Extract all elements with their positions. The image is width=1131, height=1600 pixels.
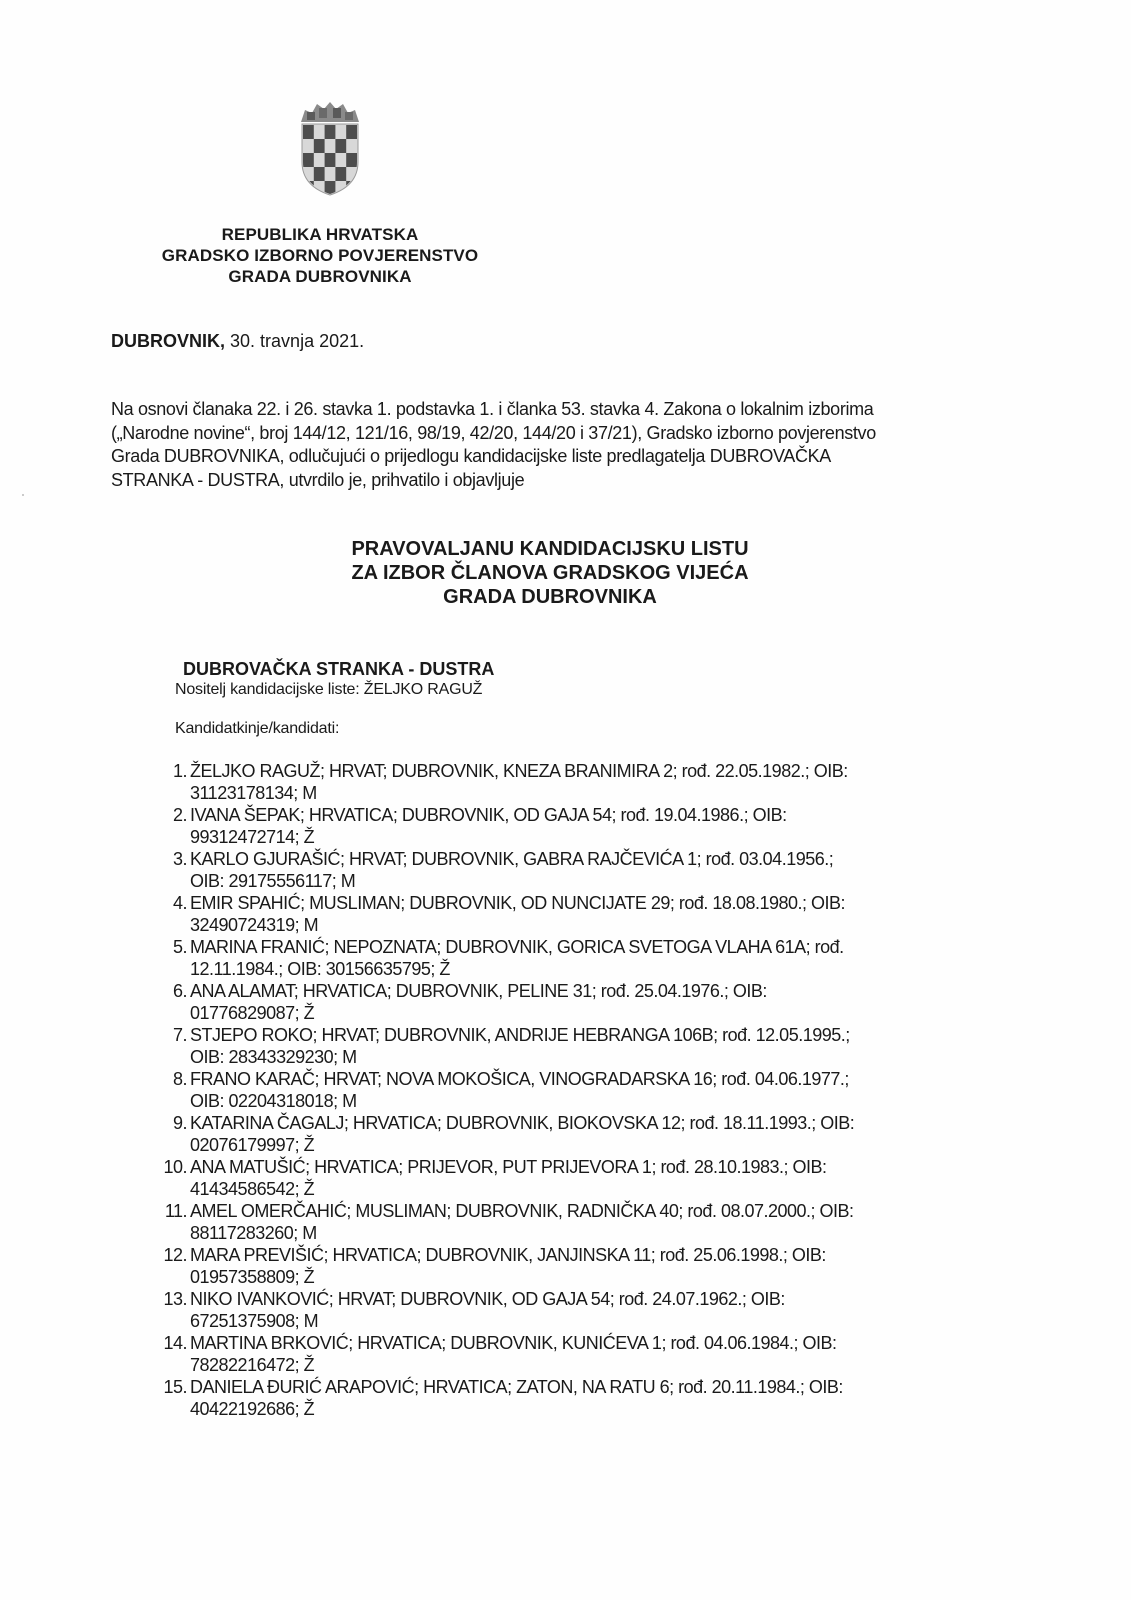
candidate-number: 12.: [163, 1245, 187, 1265]
candidate-line: AMEL OMERČAHIĆ; MUSLIMAN; DUBROVNIK, RADNIČKA 40; rođ. 08.07.2000.; OIB:: [190, 1201, 854, 1221]
dateline: [111, 331, 364, 352]
candidate-number: 1.: [172, 761, 187, 781]
candidate-line: 02076179997; Ž: [190, 1135, 315, 1155]
candidate-item: [160, 1332, 1020, 1376]
intro-paragraph: [111, 398, 1011, 492]
candidate-line: OIB: 29175556117; M: [190, 871, 356, 891]
candidate-item: [160, 804, 1020, 848]
candidate-line: EMIR SPAHIĆ; MUSLIMAN; DUBROVNIK, OD NUNCIJATE 29; rođ. 18.08.1980.; OIB:: [190, 893, 846, 913]
document-title: [300, 537, 800, 609]
candidate-line: MARTINA BRKOVIĆ; HRVATICA; DUBROVNIK, KUNIĆEVA 1; rođ. 04.06.1984.; OIB:: [190, 1333, 837, 1353]
candidate-item: [160, 1376, 1020, 1420]
candidate-number: 7.: [172, 1025, 187, 1045]
issuer-header: [100, 224, 540, 287]
candidate-line: 12.11.1984.; OIB: 30156635795; Ž: [190, 959, 450, 979]
candidate-line: STJEPO ROKO; HRVAT; DUBROVNIK, ANDRIJE HEBRANGA 106B; rođ. 12.05.1995.;: [190, 1025, 850, 1045]
candidate-number: 6.: [172, 981, 187, 1001]
candidate-line: OIB: 28343329230; M: [190, 1047, 357, 1067]
party-name: DUBROVAČKA STRANKA - DUSTRA: [183, 659, 495, 679]
candidate-item: [160, 1244, 1020, 1288]
candidate-item: [160, 1112, 1020, 1156]
header-line: REPUBLIKA HRVATSKA: [221, 225, 419, 244]
scan-speck: [22, 494, 24, 496]
candidate-number: 2.: [172, 805, 187, 825]
candidate-number: 11.: [164, 1201, 187, 1221]
intro-line: Na osnovi članaka 22. i 26. stavka 1. podstavka 1. i članka 53. stavka 4. Zakona o lokalnim izborima: [111, 399, 874, 419]
candidate-item: [160, 1024, 1020, 1068]
candidate-item: [160, 892, 1020, 936]
candidate-line: 78282216472; Ž: [190, 1355, 315, 1375]
candidate-line: IVANA ŠEPAK; HRVATICA; DUBROVNIK, OD GAJA 54; rođ. 19.04.1986.; OIB:: [190, 805, 787, 825]
candidate-line: 40422192686; Ž: [190, 1399, 315, 1419]
candidate-item: [160, 936, 1020, 980]
candidate-number: 15.: [163, 1377, 187, 1397]
candidate-line: 41434586542; Ž: [190, 1179, 315, 1199]
candidate-line: 01776829087; Ž: [190, 1003, 315, 1023]
candidate-line: ŽELJKO RAGUŽ; HRVAT; DUBROVNIK, KNEZA BRANIMIRA 2; rođ. 22.05.1982.; OIB:: [190, 761, 848, 781]
candidate-line: 31123178134; M: [190, 783, 317, 803]
title-line: PRAVOVALJANU KANDIDACIJSKU LISTU: [351, 538, 749, 560]
candidate-number: 14.: [163, 1333, 187, 1353]
dateline-date: 30. travnja 2021.: [230, 331, 365, 351]
intro-line: Grada DUBROVNIKA, odlučujući o prijedlogu kandidacijske liste predlagatelja DUBROVAČKA: [111, 446, 831, 466]
candidate-line: 32490724319; M: [190, 915, 319, 935]
candidate-line: MARINA FRANIĆ; NEPOZNATA; DUBROVNIK, GORICA SVETOGA VLAHA 61A; rođ.: [190, 937, 844, 957]
candidate-number: 3.: [172, 849, 187, 869]
candidate-line: FRANO KARAČ; HRVAT; NOVA MOKOŠICA, VINOGRADARSKA 16; rođ. 04.06.1977.;: [190, 1069, 849, 1089]
candidates-label: Kandidatkinje/kandidati:: [175, 720, 340, 737]
candidate-line: NIKO IVANKOVIĆ; HRVAT; DUBROVNIK, OD GAJA 54; rođ. 24.07.1962.; OIB:: [190, 1289, 785, 1309]
candidate-line: ANA ALAMAT; HRVATICA; DUBROVNIK, PELINE 31; rođ. 25.04.1976.; OIB:: [190, 981, 767, 1001]
candidate-line: OIB: 02204318018; M: [190, 1091, 357, 1111]
candidate-number: 8.: [172, 1069, 187, 1089]
candidate-line: 67251375908; M: [190, 1311, 319, 1331]
candidate-number: 10.: [163, 1157, 187, 1177]
candidate-item: [160, 760, 1020, 804]
candidate-list: [160, 760, 1020, 1420]
candidate-line: KATARINA ČAGALJ; HRVATICA; DUBROVNIK, BIOKOVSKA 12; rođ. 18.11.1993.; OIB:: [190, 1113, 855, 1133]
title-line: GRADA DUBROVNIKA: [443, 586, 657, 608]
intro-line: („Narodne novine“, broj 144/12, 121/16, 98/19, 42/20, 144/20 i 37/21), Gradsko izborno povjerenstvo: [111, 422, 876, 443]
title-line: ZA IZBOR ČLANOVA GRADSKOG VIJEĆA: [351, 562, 749, 584]
candidate-item: [160, 1068, 1020, 1112]
dateline-place: DUBROVNIK,: [111, 331, 226, 351]
candidate-number: 4.: [172, 893, 187, 913]
candidate-line: 01957358809; Ž: [190, 1267, 315, 1287]
list-holder: Nositelj kandidacijske liste: ŽELJKO RAGUŽ: [175, 681, 483, 698]
candidate-line: 99312472714; Ž: [190, 827, 315, 847]
candidate-line: DANIELA ĐURIĆ ARAPOVIĆ; HRVATICA; ZATON, NA RATU 6; rođ. 20.11.1984.; OIB:: [190, 1377, 843, 1397]
candidate-number: 9.: [172, 1113, 187, 1133]
candidate-item: [160, 1200, 1020, 1244]
croatian-coat-of-arms-icon: [297, 100, 363, 196]
header-line: GRADSKO IZBORNO POVJERENSTVO: [161, 246, 479, 265]
candidate-item: [160, 1156, 1020, 1200]
intro-line: STRANKA - DUSTRA, utvrdilo je, prihvatilo i objavljuje: [111, 469, 525, 490]
candidate-line: ANA MATUŠIĆ; HRVATICA; PRIJEVOR, PUT PRIJEVORA 1; rođ. 28.10.1983.; OIB:: [190, 1157, 827, 1177]
candidate-item: [160, 848, 1020, 892]
candidate-line: MARA PREVIŠIĆ; HRVATICA; DUBROVNIK, JANJINSKA 11; rođ. 25.06.1998.; OIB:: [190, 1245, 826, 1265]
candidate-item: [160, 1288, 1020, 1332]
header-line: GRADA DUBROVNIKA: [228, 267, 412, 286]
candidate-line: 88117283260; M: [190, 1223, 317, 1243]
candidate-number: 5.: [172, 937, 187, 957]
candidate-number: 13.: [163, 1289, 187, 1309]
candidate-line: KARLO GJURAŠIĆ; HRVAT; DUBROVNIK, GABRA RAJČEVIĆA 1; rođ. 03.04.1956.;: [190, 849, 834, 869]
candidate-item: [160, 980, 1020, 1024]
